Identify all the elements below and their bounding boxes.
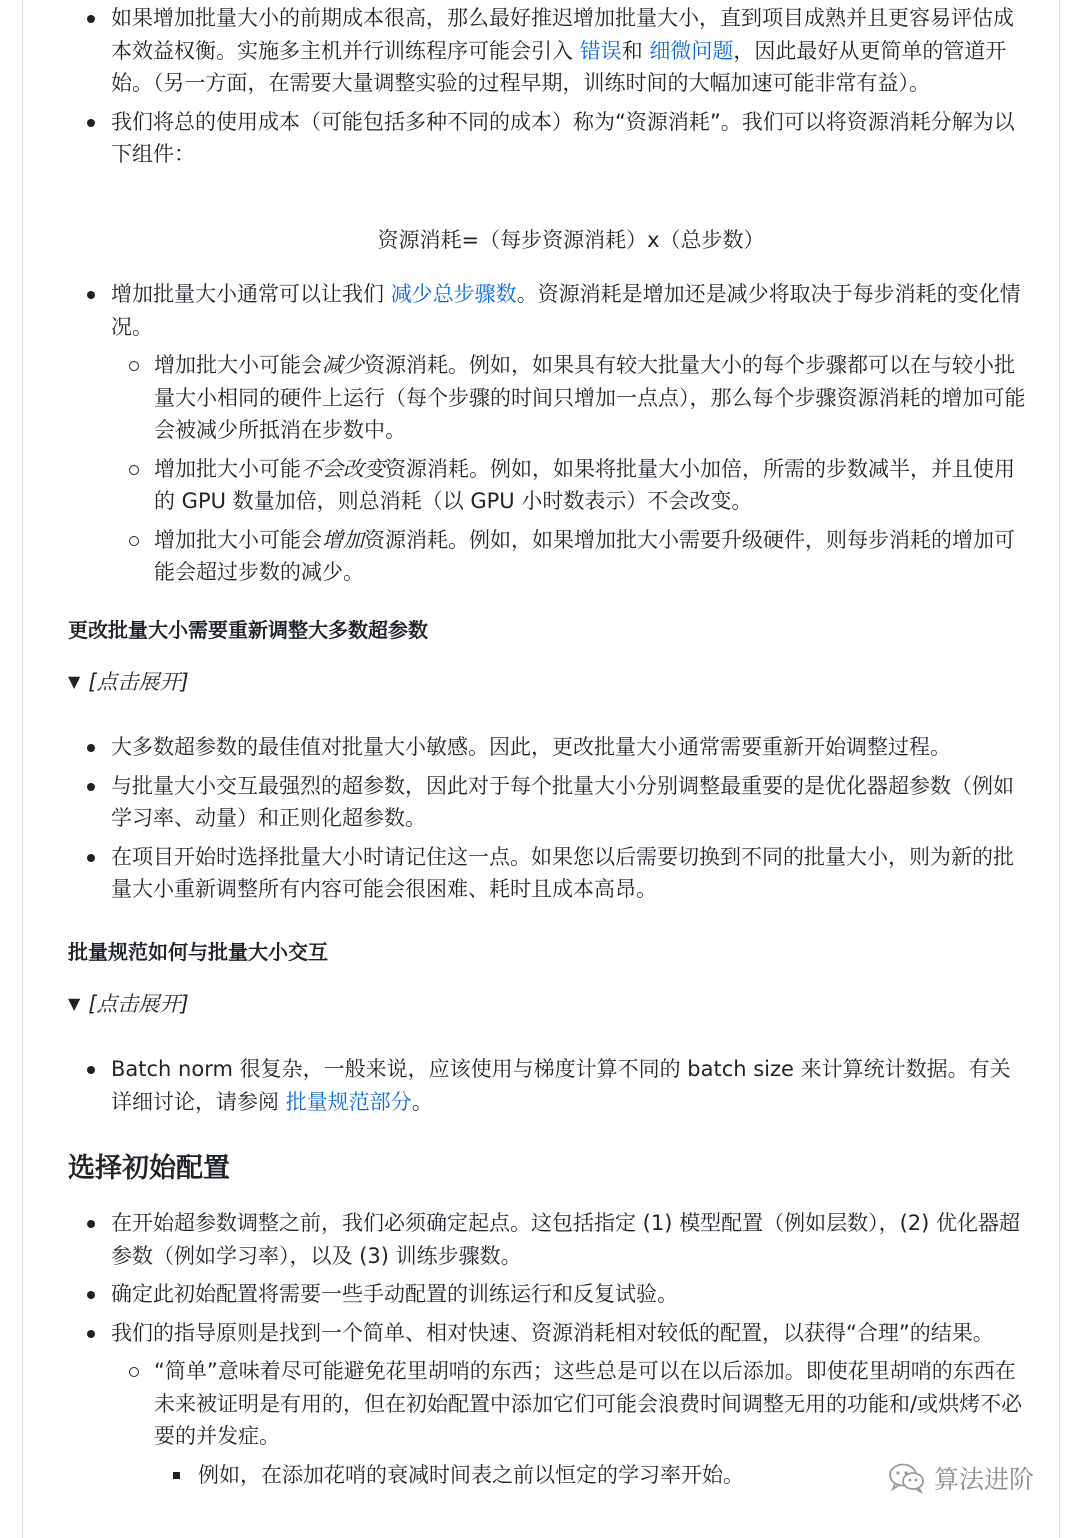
list-item: 增加批大小可能不会改变资源消耗。例如，如果将批量大小加倍，所需的步数减半，并且使用的 GPU 数量加倍，则总消耗（以 GPU 小时数表示）不会改变。 — [68, 453, 1028, 518]
resource-formula: 资源消耗=（每步资源消耗）x（总步数） — [377, 228, 765, 252]
triangle-down-icon: ▼ — [68, 672, 81, 691]
list-item: 我们的指导原则是找到一个简单、相对快速、资源消耗相对较低的配置，以获得“合理”的结果。 — [68, 1317, 1028, 1350]
section-heading: 批量规范如何与批量大小交互 — [68, 940, 328, 964]
list-item: 在项目开始时选择批量大小时请记住这一点。如果您以后需要切换到不同的批量大小，则为新的批量大小重新调整所有内容可能会很困难、耗时且成本高昂。 — [68, 841, 1028, 906]
list-batchnorm — [68, 1053, 1028, 1118]
list-item: 大多数超参数的最佳值对批量大小敏感。因此，更改批量大小通常需要重新开始调整过程。 — [68, 731, 1028, 764]
watermark — [888, 1458, 1034, 1498]
list-batch-cost — [68, 2, 1028, 171]
link-reduce-steps[interactable]: 减少总步骤数 — [390, 282, 517, 306]
list-item: 增加批大小可能会减少资源消耗。例如，如果具有较大批量大小的每个步骤都可以在与较小批量大小相同的硬件上运行（每个步骤的时间只增加一点点），那么每个步骤资源消耗的增加可能会被减少所抵消在步数中。 — [68, 349, 1028, 447]
list-item: 如果增加批量大小的前期成本很高，那么最好推迟增加批量大小，直到项目成熟并且更容易评估成本效益权衡。实施多主机并行训练程序可能会引入 错误和 细微问题，因此最好从更简单的管道开始。（另一方面，在需要大量调整实验的过程早期，训练时间的大幅加速可能非常有益）。 — [68, 2, 1028, 100]
list-item: “简单”意味着尽可能避免花里胡哨的东西；这些总是可以在以后添加。即使花里胡哨的东西在未来被证明是有用的，但在初始配置中添加它们可能会浪费时间调整无用的功能和/或烘烤不必要的并发症。 — [68, 1355, 1028, 1453]
section-heading: 更改批量大小需要重新调整大多数超参数 — [68, 618, 428, 642]
list-item: Batch norm 很复杂，一般来说，应该使用与梯度计算不同的 batch size 来计算统计数据。有关详细讨论，请参阅 批量规范部分。 — [68, 1053, 1028, 1118]
list-item: 例如，在添加花哨的衰减时间表之前以恒定的学习率开始。 — [68, 1459, 1028, 1492]
list-item: 与批量大小交互最强烈的超参数，因此对于每个批量大小分别调整最重要的是优化器超参数（例如学习率、动量）和正则化超参数。 — [68, 770, 1028, 835]
details-toggle[interactable]: ▼ [点击展开] — [68, 989, 1028, 1019]
list-initial-config — [68, 1207, 1028, 1491]
link-bugs[interactable]: 错误 — [579, 38, 622, 63]
list-hyperparams — [68, 731, 1028, 906]
list-item: 我们将总的使用成本（可能包括多种不同的成本）称为“资源消耗”。我们可以将资源消耗分解为以下组件： — [68, 106, 1028, 171]
list-item: 确定此初始配置将需要一些手动配置的训练运行和反复试验。 — [68, 1278, 1028, 1311]
list-item: 增加批量大小通常可以让我们 减少总步骤数。资源消耗是增加还是减少将取决于每步消耗的变化情况。 — [68, 278, 1028, 343]
details-toggle[interactable]: ▼ [点击展开] — [68, 667, 1028, 697]
watermark-text: 算法进阶 — [934, 1465, 1035, 1494]
page-section-title: 选择初始配置 — [68, 1153, 230, 1184]
list-item: 在开始超参数调整之前，我们必须确定起点。这包括指定 (1) 模型配置（例如层数），(2) 优化器超参数（例如学习率），以及 (3) 训练步骤数。 — [68, 1207, 1028, 1272]
triangle-down-icon: ▼ — [68, 994, 81, 1013]
list-item: 增加批大小可能会增加资源消耗。例如，如果增加批大小需要升级硬件，则每步消耗的增加可能会超过步数的减少。 — [68, 524, 1028, 589]
list-batch-effects — [68, 278, 1028, 589]
link-subtle-issues[interactable]: 细微问题 — [649, 38, 734, 63]
link-batchnorm-section[interactable]: 批量规范部分 — [285, 1089, 412, 1114]
wechat-icon — [888, 1462, 926, 1494]
